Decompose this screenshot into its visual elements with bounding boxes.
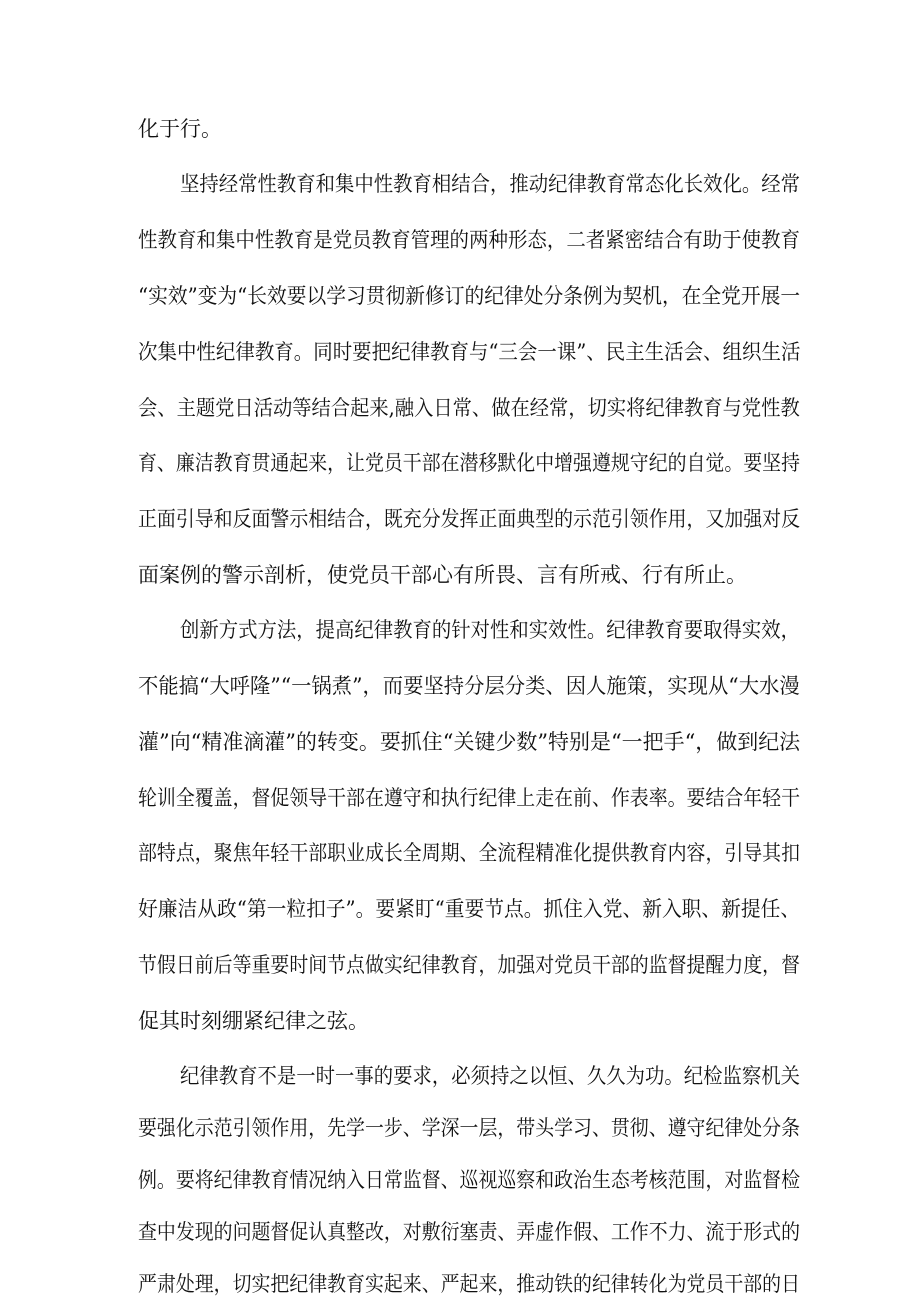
text-line: 坚持经常性教育和集中性教育相结合，推动纪律教育常态化长效化。经常 — [180, 172, 800, 196]
text-line: 例。要将纪律教育情况纳入日常监督、巡视巡察和政治生态考核范围，对监督检 — [138, 1168, 801, 1192]
text-line: 纪律教育不是一时一事的要求，必须持之以恒、久久为功。纪检监察机关 — [180, 1064, 800, 1088]
text-line: 严肃处理，切实把纪律教育实起来、严起来，推动铁的纪律转化为党员干部的日 — [138, 1272, 801, 1296]
text-line: 化于行。 — [138, 117, 222, 141]
text-line: 性教育和集中性教育是党员教育管理的两种形态，二者紧密结合有助于使教育 — [138, 228, 801, 252]
text-line: 好廉洁从政“第一粒扣子”。要紧盯“重要节点。抓住入党、新入职、新提任、 — [138, 897, 801, 921]
text-line: 面案例的警示剖析，使党员干部心有所畏、言有所戒、行有所止。 — [138, 563, 747, 587]
text-line: 节假日前后等重要时间节点做实纪律教育，加强对党员干部的监督提醒力度，督 — [138, 953, 801, 977]
text-line: 灌”向“精准滴灌”的转变。要抓住“关键少数”特别是“一把手“，做到纪法 — [138, 730, 801, 754]
text-line: 部特点，聚焦年轻干部职业成长全周期、全流程精准化提供教育内容，引导其扣 — [138, 841, 801, 865]
text-line: 促其时刻绷紧纪律之弦。 — [138, 1009, 369, 1033]
text-line: 正面引导和反面警示相结合，既充分发挥正面典型的示范引领作用，又加强对反 — [138, 507, 801, 531]
text-line: 轮训全覆盖，督促领导干部在遵守和执行纪律上走在前、作表率。要结合年轻干 — [138, 786, 801, 810]
text-line: 次集中性纪律教育。同时要把纪律教育与“三会一课”、民主生活会、组织生活 — [138, 340, 801, 364]
text-line: 查中发现的问题督促认真整改，对敷衍塞责、弄虚作假、工作不力、流于形式的 — [138, 1220, 801, 1244]
text-line: 不能搞“大呼隆”“一锅煮”，而要坚持分层分类、因人施策，实现从“大水漫 — [138, 674, 800, 698]
text-line: 要强化示范引领作用，先学一步、学深一层，带头学习、贯彻、遵守纪律处分条 — [138, 1116, 801, 1140]
text-line: 会、主题党日活动等结合起来,融入日常、做在经常，切实将纪律教育与党性教 — [138, 396, 800, 420]
text-line: “实效”变为“长效要以学习贯彻新修订的纪律处分条例为契机，在全党开展一 — [138, 284, 801, 308]
text-line: 育、廉洁教育贯通起来，让党员干部在潜移默化中增强遵规守纪的自觉。要坚持 — [138, 451, 801, 475]
text-line: 创新方式方法，提高纪律教育的针对性和实效性。纪律教育要取得实效， — [180, 618, 800, 642]
